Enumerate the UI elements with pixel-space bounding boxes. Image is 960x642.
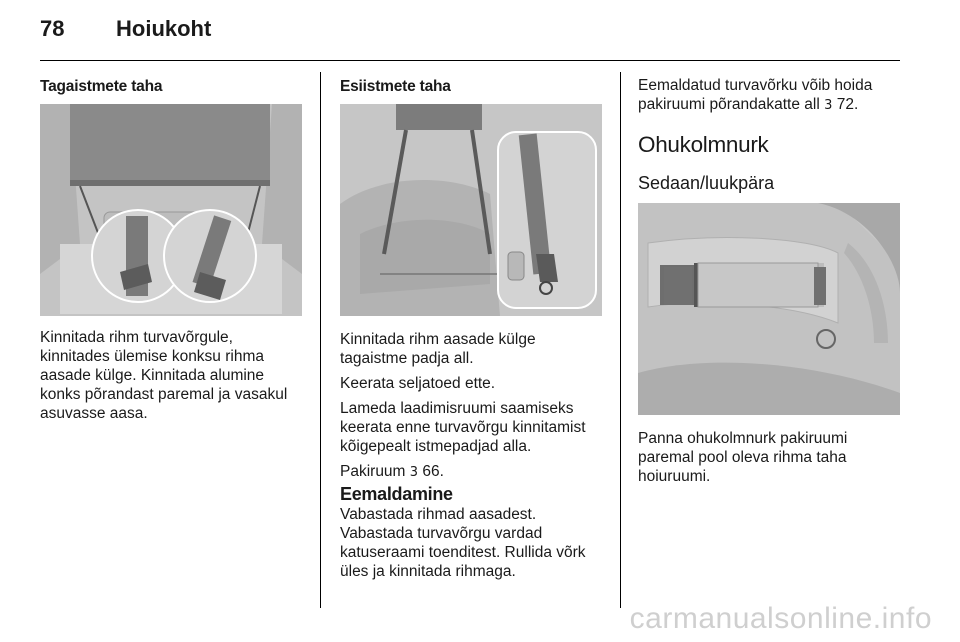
figure-front-seats: [340, 104, 602, 316]
front-seats-instructions: [340, 330, 618, 488]
section-heading-rear-seats: Tagaistmete taha: [40, 78, 163, 95]
text-line: pakiruumi põrandakatte all: [638, 96, 820, 113]
text-line: kinnitades ülemise konksu rihma: [40, 348, 264, 365]
text-line: Kinnitada rihm turvavõrgule,: [40, 329, 233, 346]
figure-warning-triangle: [638, 203, 900, 415]
section-heading-warning-triangle: Ohukolmnurk: [638, 132, 769, 157]
text-line: Eemaldatud turvavõrku võib hoida: [638, 77, 873, 94]
text-line: Vabastada rihmad aasadest.: [340, 506, 537, 523]
subheading-removal: Eemaldamine: [340, 484, 453, 504]
page-ref-arrow-icon: 3: [409, 465, 419, 480]
text-line: aasade külge. Kinnitada alumine: [40, 367, 265, 384]
warning-triangle-instructions: [638, 429, 900, 486]
removal-instructions: [340, 505, 618, 581]
text-line: keerata enne turvavõrgu kinnitamist: [340, 419, 586, 436]
subheading-sedan-hatchback: Sedaan/luukpära: [638, 173, 775, 193]
rear-seats-instructions: [40, 328, 315, 423]
text-line: hoiuruumi.: [638, 468, 711, 485]
paragraph-flat-load: [340, 399, 618, 456]
column-divider-1: [320, 72, 321, 608]
text-line: kõigepealt istmepadjad alla.: [340, 438, 532, 455]
watermark: carmanualsonline.info: [629, 602, 932, 635]
page-title: Hoiukoht: [116, 16, 212, 41]
figure-rear-seats: [40, 104, 302, 316]
paragraph-attach-straps: [340, 330, 618, 368]
text-line: konks põrandast paremal ja vasakul: [40, 386, 288, 403]
net-behind-rear-seats-illustration: [40, 104, 302, 316]
text-line: Vabastada turvavõrgu vardad: [340, 525, 543, 542]
paragraph-load-compartment-ref: [340, 462, 618, 482]
page-number: 78: [40, 16, 65, 41]
text-line: Lameda laadimisruumi saamiseks: [340, 400, 574, 417]
text-line: üles ja kinnitada rihmaga.: [340, 563, 516, 580]
text-line: Pakiruum: [340, 463, 406, 480]
text-line: tagaistme padja all.: [340, 350, 474, 367]
net-storage-note: [638, 76, 900, 115]
page-reference[interactable]: 72.: [836, 96, 859, 113]
net-behind-front-seats-illustration: [340, 104, 602, 316]
text-line: katuseraami toenditest. Rullida võrk: [340, 544, 586, 561]
text-line: Panna ohukolmnurk pakiruumi: [638, 430, 848, 447]
warning-triangle-storage-illustration: [638, 203, 900, 415]
paragraph-fold-seatbacks: Keerata seljatoed ette.: [340, 375, 496, 392]
page-ref-arrow-icon: 3: [824, 98, 833, 113]
header-rule: [40, 60, 900, 61]
text-line: asuvasse aasa.: [40, 405, 148, 422]
text-line: Kinnitada rihm aasade külge: [340, 331, 536, 348]
page-reference[interactable]: 66.: [422, 463, 444, 480]
section-heading-front-seats: Esiistmete taha: [340, 78, 451, 95]
column-divider-2: [620, 72, 621, 608]
text-line: paremal pool oleva rihma taha: [638, 449, 847, 466]
